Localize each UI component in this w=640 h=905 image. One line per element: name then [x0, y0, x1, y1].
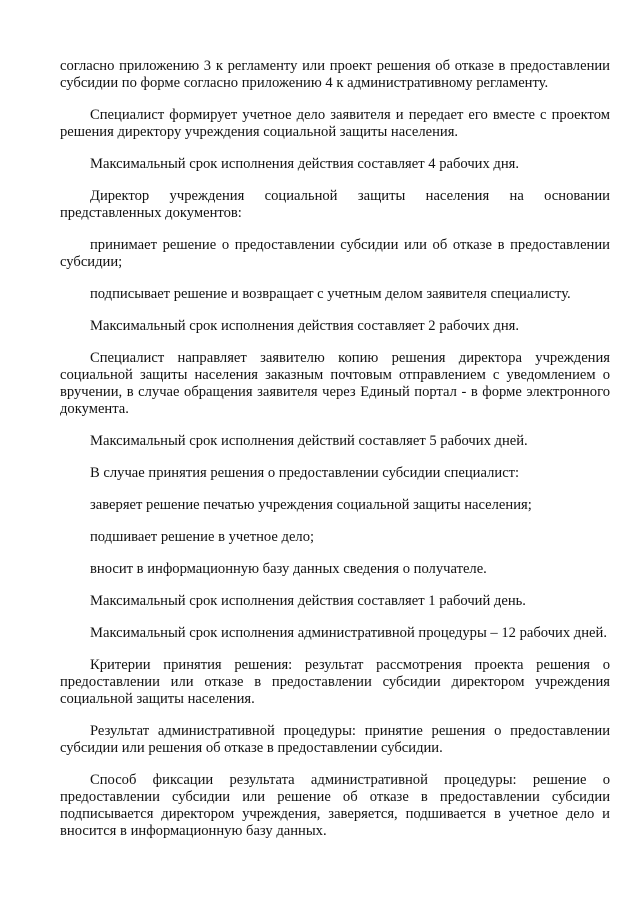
paragraph-continuation: согласно приложению 3 к регламенту или проект решения об отказе в предоставлении субсидии по форме согласно приложению 4 к административному регламенту.	[60, 58, 610, 91]
paragraph: подписывает решение и возвращает с учетным делом заявителя специалисту.	[90, 286, 571, 302]
paragraph: подшивает решение в учетное дело;	[90, 529, 315, 545]
paragraph: вносит в информационную базу данных сведения о получателе.	[90, 561, 487, 577]
paragraph: заверяет решение печатью учреждения социальной защиты населения;	[90, 497, 532, 513]
paragraph: Специалист направляет заявителю копию решения директора учреждения социальной защиты населения заказным почтовым отправлением с уведомлением о вручении, в случае обращения заявителя через Единый портал - в форме электронного документа.	[60, 350, 610, 417]
paragraph: Критерии принятия решения: результат рассмотрения проекта решения о предоставлении или отказе в предоставлении субсидии директором учреждения социальной защиты населения.	[60, 657, 610, 707]
paragraph: принимает решение о предоставлении субсидии или об отказе в предоставлении субсидии;	[60, 237, 610, 270]
paragraph: Максимальный срок исполнения действия составляет 2 рабочих дня.	[90, 318, 520, 334]
paragraph: Способ фиксации результата административной процедуры: решение о предоставлении субсидии или решение об отказе в предоставлении субсидии подписывается директором учреждения, заверяется, подшивается в учетное дело и вносится в информационную базу данных.	[60, 772, 610, 839]
document-page	[60, 58, 610, 855]
paragraph: Максимальный срок исполнения действия составляет 4 рабочих дня.	[90, 156, 520, 172]
paragraph: Максимальный срок исполнения действия составляет 1 рабочий день.	[90, 593, 526, 609]
paragraph: Максимальный срок исполнения действий составляет 5 рабочих дней.	[90, 433, 528, 449]
paragraph: Директор учреждения социальной защиты населения на основании представленных документов:	[60, 188, 610, 221]
paragraph: Результат административной процедуры: принятие решения о предоставлении субсидии или решения об отказе в предоставлении субсидии.	[60, 723, 610, 756]
paragraph: Специалист формирует учетное дело заявителя и передает его вместе с проектом решения директору учреждения социальной защиты населения.	[60, 107, 610, 140]
paragraph: Максимальный срок исполнения административной процедуры – 12 рабочих дней.	[90, 625, 607, 641]
paragraph: В случае принятия решения о предоставлении субсидии специалист:	[90, 465, 520, 481]
